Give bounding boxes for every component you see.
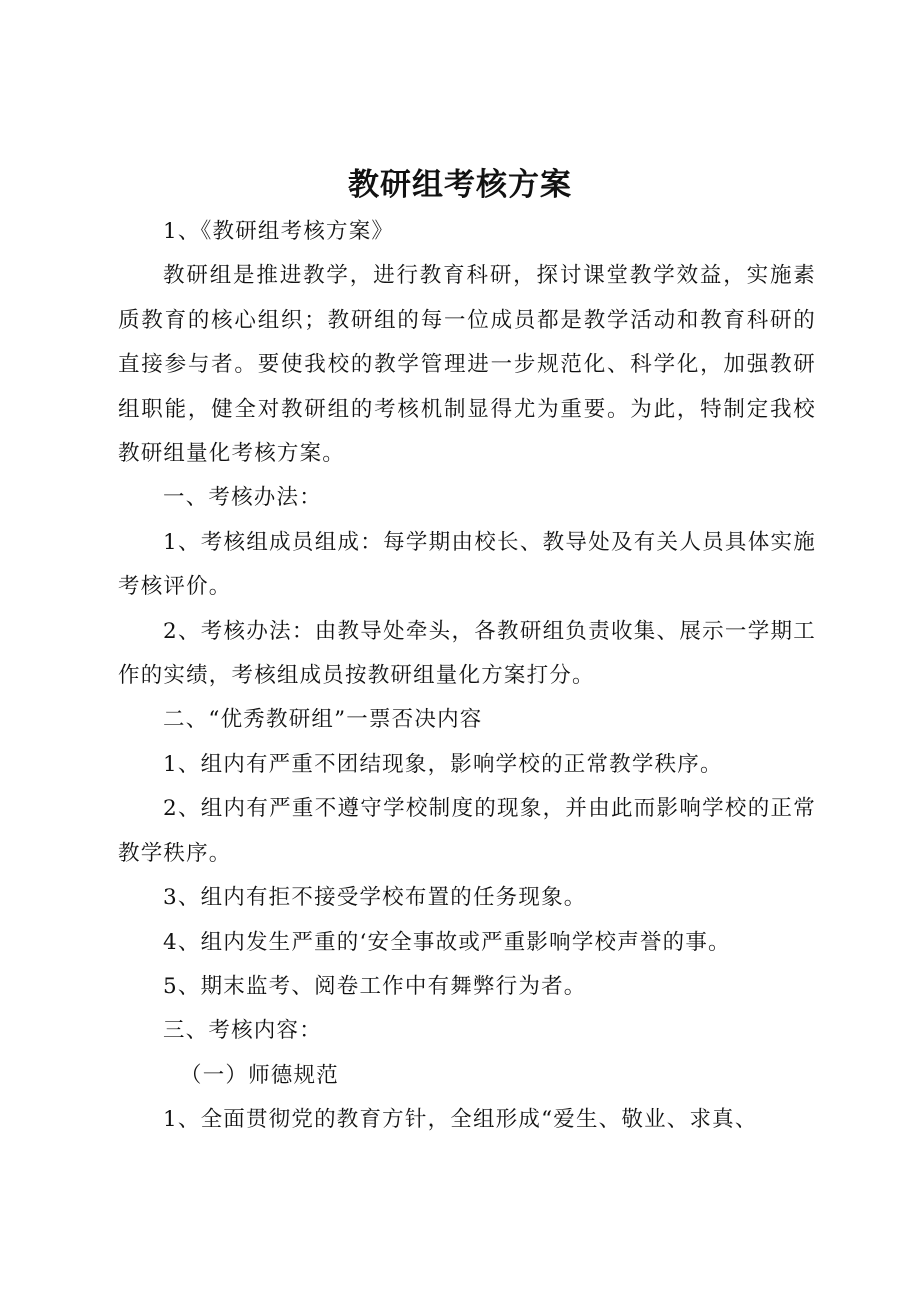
paragraph-item: 3、组内有拒不接受学校布置的任务现象。 bbox=[163, 885, 587, 911]
section-heading-content: 三、考核内容： bbox=[163, 1018, 322, 1044]
paragraph-item: 5、期末监考、阅卷工作中有舞弊行为者。 bbox=[163, 973, 587, 999]
paragraph-item: 2、考核办法：由教导处牵头，各教研组负责收集、展示一学期工作的实绩，考核组成员按教研组量化方案打分。 bbox=[118, 618, 816, 689]
paragraph-item: 1、考核组成员组成：每学期由校长、教导处及有关人员具体实施考核评价。 bbox=[118, 529, 816, 600]
paragraph-item: 1、全面贯彻党的教育方针，全组形成“爱生、敬业、求真、 bbox=[163, 1107, 758, 1133]
document-title: 教研组考核方案 bbox=[348, 167, 572, 203]
paragraph-scheme-name: 1、《教研组考核方案》 bbox=[163, 219, 395, 244]
paragraph-item: 2、组内有严重不遵守学校制度的现象，并由此而影响学校的正常教学秩序。 bbox=[118, 796, 816, 866]
paragraph-item: 4、组内发生严重的‘安全事故或严重影响学校声誉的事。 bbox=[163, 929, 731, 955]
document-body bbox=[118, 210, 816, 1143]
paragraph-intro: 教研组是推进教学，进行教育科研，探讨课堂教学效益，实施素质教育的核心组织；教研组的每一位成员都是教学活动和教育科研的直接参与者。要使我校的教学管理进一步规范化、科学化，加强教研组职能，健全对教研组的考核机制显得尤为重要。为此，特制定我校教研组量化考核方案。 bbox=[118, 263, 816, 467]
subsection-heading-ethics: （一）师德规范 bbox=[180, 1062, 339, 1088]
paragraph-item: 1、组内有严重不团结现象，影响学校的正常教学秩序。 bbox=[163, 751, 723, 777]
section-heading-assessment-method: 一、考核办法： bbox=[163, 485, 322, 511]
section-heading-veto: 二、“优秀教研组”一票否决内容 bbox=[163, 707, 483, 733]
